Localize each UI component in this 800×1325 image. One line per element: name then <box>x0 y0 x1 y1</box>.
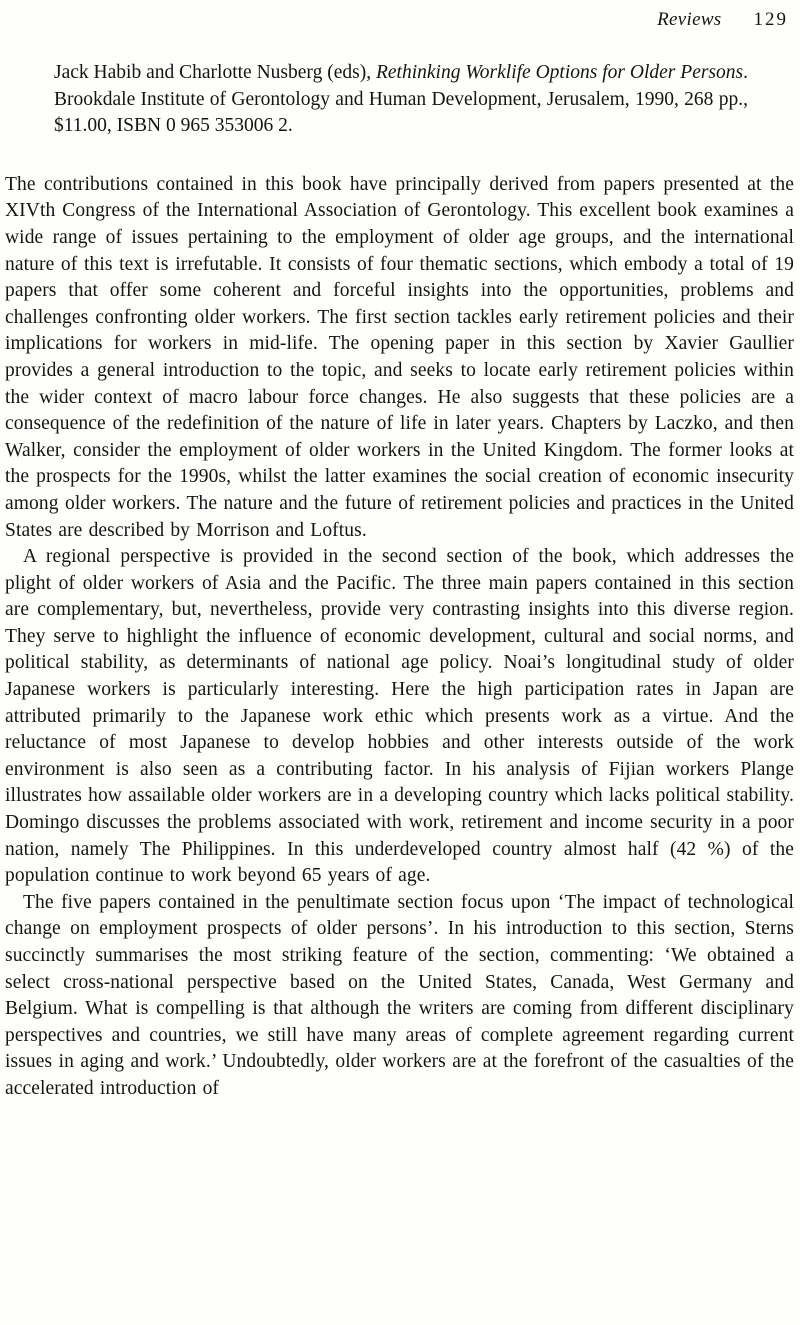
citation-authors: Jack Habib and Charlotte Nusberg (eds), <box>54 62 376 83</box>
review-body <box>5 172 794 1103</box>
page-number: 129 <box>753 9 788 30</box>
review-paragraph: The five papers contained in the penultimate section focus upon ‘The impact of technological change on employment prospects of older persons’. In his introduction to this section, Sterns succinctly summarises the most striking feature of the section, commenting: ‘We obtained a select cross-national perspective based on the United States, Canada, West Germany and Belgium. What is compelling is that although the writers are coming from different disciplinary perspectives and countries, we still have many areas of complete agreement regarding current issues in aging and work.’ Undoubtedly, older workers are at the forefront of the casualties of the accelerated introduction of <box>5 891 794 1099</box>
running-head-title: Reviews <box>657 9 722 30</box>
book-citation <box>54 60 748 140</box>
review-paragraph: The contributions contained in this book have principally derived from papers presented at the XIVth Congress of the International Association of Gerontology. This excellent book examines a wide range of issues pertaining to the employment of older age groups, and the international nature of this text is irrefutable. It consists of four thematic sections, which embody a total of 19 papers that offer some coherent and forceful insights into the opportunities, problems and challenges confronting older workers. The first section tackles early retirement policies and their implications for workers in mid-life. The opening paper in this section by Xavier Gaullier provides a general introduction to the topic, and seeks to locate early retirement policies within the wider context of macro labour force changes. He also suggests that these policies are a consequence of the redefinition of the nature of life in later years. Chapters by Laczko, and then Walker, consider the employment of older workers in the United Kingdom. The former looks at the prospects for the 1990s, whilst the latter examines the social creation of economic insecurity among older workers. The nature and the future of retirement policies and practices in the United States are described by Morrison and Loftus. <box>5 173 794 541</box>
running-header <box>5 8 794 32</box>
citation-title: Rethinking Worklife Options for Older Persons <box>375 62 744 83</box>
review-paragraph: A regional perspective is provided in the second section of the book, which addresses the plight of older workers of Asia and the Pacific. The three main papers contained in this section are complementary, but, nevertheless, provide very contrasting insights into this diverse region. They serve to highlight the influence of economic development, cultural and social norms, and political stability, as determinants of national age policy. Noai’s longitudinal study of older Japanese workers is particularly interesting. Here the high participation rates in Japan are attributed primarily to the Japanese work ethic which presents work as a virtue. And the reluctance of most Japanese to develop hobbies and other interests outside of the work environment is also seen as a contributing factor. In his analysis of Fijian workers Plange illustrates how assailable older workers are in a developing country which lacks political stability. Domingo discusses the problems associated with work, retirement and income security in a poor nation, namely The Philippines. In this underdeveloped country almost half (42 %) of the population continue to work beyond 65 years of age. <box>5 546 794 887</box>
citation-details: . Brookdale Institute of Gerontology and Human Development, Jerusalem, 1990, 268 pp., $11.00, ISBN 0 965 353006 2. <box>54 62 748 137</box>
